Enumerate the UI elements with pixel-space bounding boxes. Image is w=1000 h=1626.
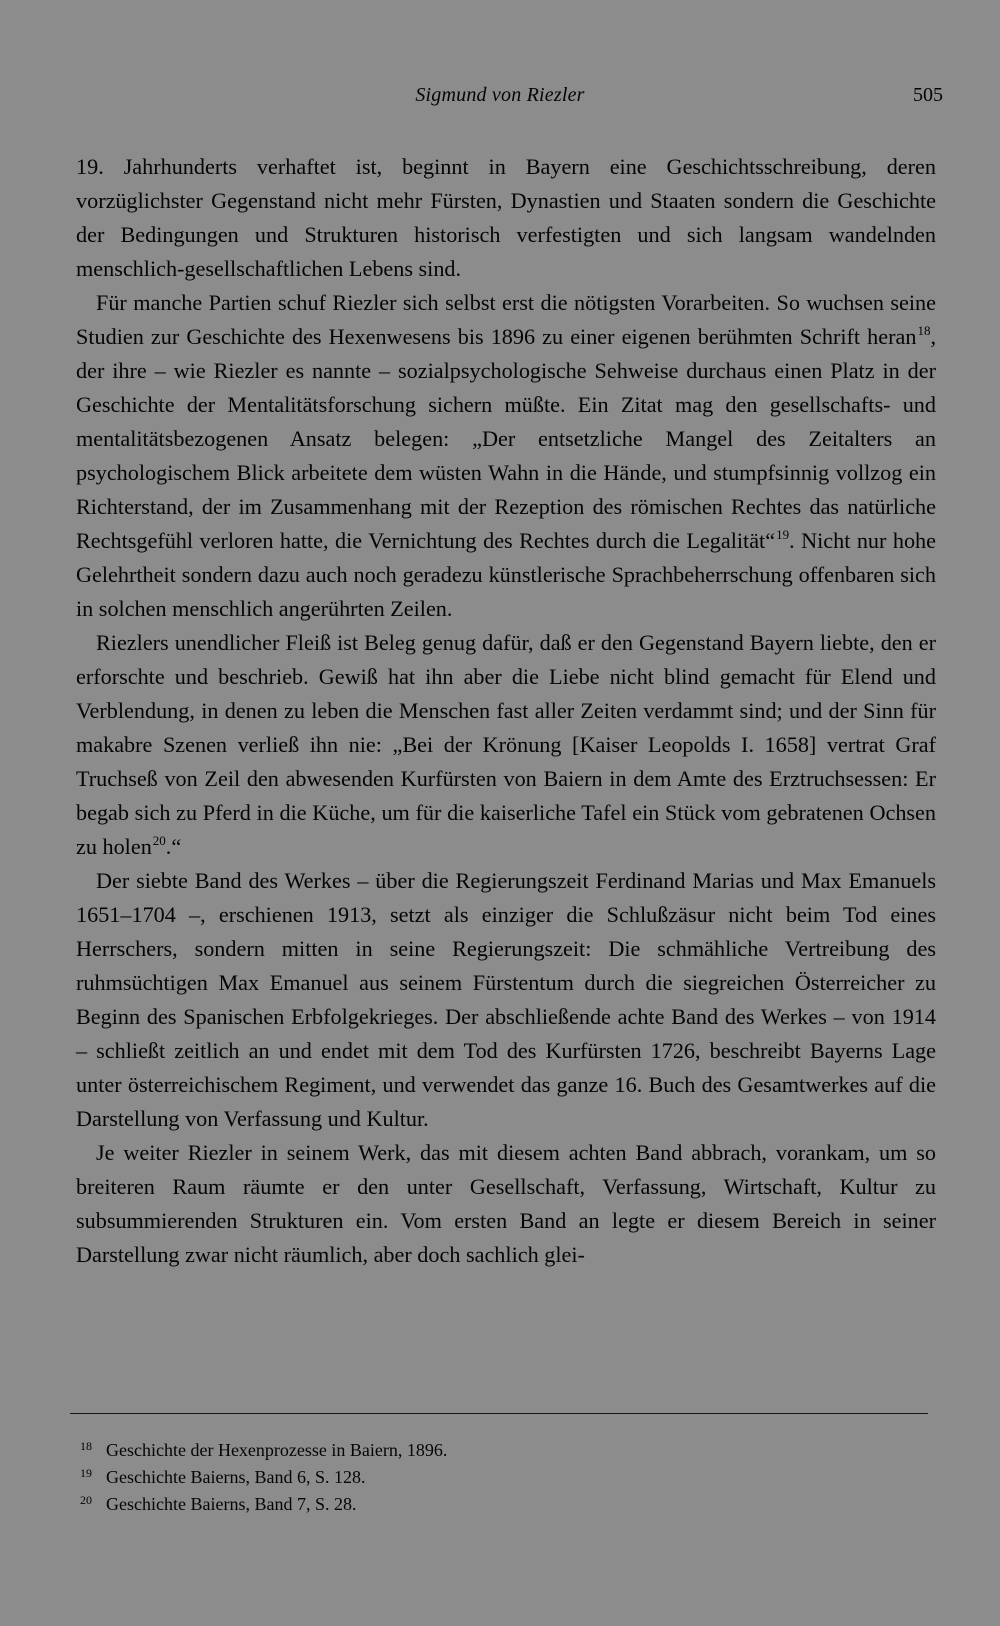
footnote-19: 19 Geschichte Baierns, Band 6, S. 128. <box>80 1466 366 1487</box>
paragraph-3 <box>76 626 936 864</box>
paragraph-3-text-b: .“ <box>165 834 182 859</box>
paragraph-4: Der siebte Band des Werkes – über die Regierungszeit Ferdinand Marias und Max Emanuels 1651–1704 –, erschienen 1913, setzt als einziger die Schlußzäsur nicht beim Tod eines Herrschers, sondern mitten in seine Regierungszeit: Die schmähliche Vertreibung des ruhmsüchtigen Max Emanuel aus seinem Fürstentum durch die siegreichen Österreicher zu Beginn des Spanischen Erbfolgekrieges. Der abschließende achte Band des Werkes – von 1914 – schließt zeitlich an und endet mit dem Tod des Kurfürsten 1726, beschreibt Bayerns Lage unter österreichischem Regiment, und verwendet das ganze 16. Buch des Gesamtwerkes auf die Darstellung von Verfassung und Kultur. <box>76 868 936 1131</box>
paragraph-2-text-a: Für manche Partien schuf Riezler sich selbst erst die nötigsten Vorarbeiten. So wuchsen seine Studien zur Geschichte des Hexenwesens bis 1896 zu einer eigenen berühmten Schrift heran <box>76 290 936 349</box>
paragraph-2-text-b: , der ihre – wie Riezler es nannte – sozialpsychologische Sehweise durchaus einen Platz in der Geschichte der Mentalitätsforschung sichern müßte. Ein Zitat mag den gesellschafts- und mentalitätsbezogenen Ansatz belegen: „Der entsetzliche Mangel des Zeitalters an psychologischem Blick arbeitete dem wüsten Wahn in die Hände, und stumpfsinnig vollzog ein Richterstand, der im Zusammenhang mit der Rezeption des römischen Rechtes das natürliche Rechtsgefühl verloren hatte, die Vernichtung des Rechtes durch die Legalität“ <box>76 324 936 553</box>
body-text <box>76 150 936 1272</box>
footnote-reference-19: 19 <box>776 527 790 542</box>
footnote-reference-20: 20 <box>152 833 166 848</box>
paragraph-3-text-a: Riezlers unendlicher Fleiß ist Beleg genug dafür, daß er den Gegenstand Bayern liebte, den er erforschte und beschrieb. Gewiß hat ihn aber die Liebe nicht blind gemacht für Elend und Verblendung, in denen zu leben die Menschen fast aller Zeiten verdammt sind; und der Sinn für makabre Szenen verließ ihn nie: „Bei der Krönung [Kaiser Leopolds I. 1658] vertrat Graf Truchseß von Zeil den abwesenden Kurfürsten von Baiern in dem Amte des Erztruchsessen: Er begab sich zu Pferd in die Küche, um für die kaiserliche Tafel ein Stück vom gebratenen Ochsen zu holen <box>76 630 936 859</box>
footnote-separator-rule <box>70 1413 928 1414</box>
footnote-text: Geschichte Baierns, Band 6, S. 128. <box>106 1467 366 1487</box>
footnote-text: Geschichte der Hexenprozesse in Baiern, 1896. <box>106 1440 448 1460</box>
footnote-20: 20 Geschichte Baierns, Band 7, S. 28. <box>80 1493 357 1514</box>
footnote-18: 18 Geschichte der Hexenprozesse in Baiern, 1896. <box>80 1439 448 1460</box>
footnote-reference-18: 18 <box>917 323 931 338</box>
running-title: Sigmund von Riezler <box>415 84 585 106</box>
paragraph-2 <box>76 286 936 626</box>
footnotes <box>80 1437 880 1518</box>
page-number: 505 <box>913 84 943 106</box>
footnote-text: Geschichte Baierns, Band 7, S. 28. <box>106 1494 357 1514</box>
paragraph-5: Je weiter Riezler in seinem Werk, das mit diesem achten Band abbrach, vorankam, um so breiteren Raum räumte er den unter Gesellschaft, Verfassung, Wirtschaft, Kultur zu subsummierenden Strukturen ein. Vom ersten Band an legte er diesem Bereich in seiner Darstellung zwar nicht räumlich, aber doch sachlich glei- <box>76 1140 936 1267</box>
paragraph-2-text-c: . Nicht nur hohe Gelehrtheit sondern dazu auch noch geradezu künstlerische Sprachbeherrschung offenbaren sich in solchen menschlich angerührten Zeilen. <box>76 528 937 621</box>
paragraph-1: 19. Jahrhunderts verhaftet ist, beginnt in Bayern eine Geschichtsschreibung, deren vorzüglichster Gegenstand nicht mehr Fürsten, Dynastien und Staaten sondern die Geschichte der Bedingungen und Strukturen historisch verfestigten und sich langsam wandelnden menschlich-gesellschaftlichen Lebens sind. <box>76 154 936 281</box>
